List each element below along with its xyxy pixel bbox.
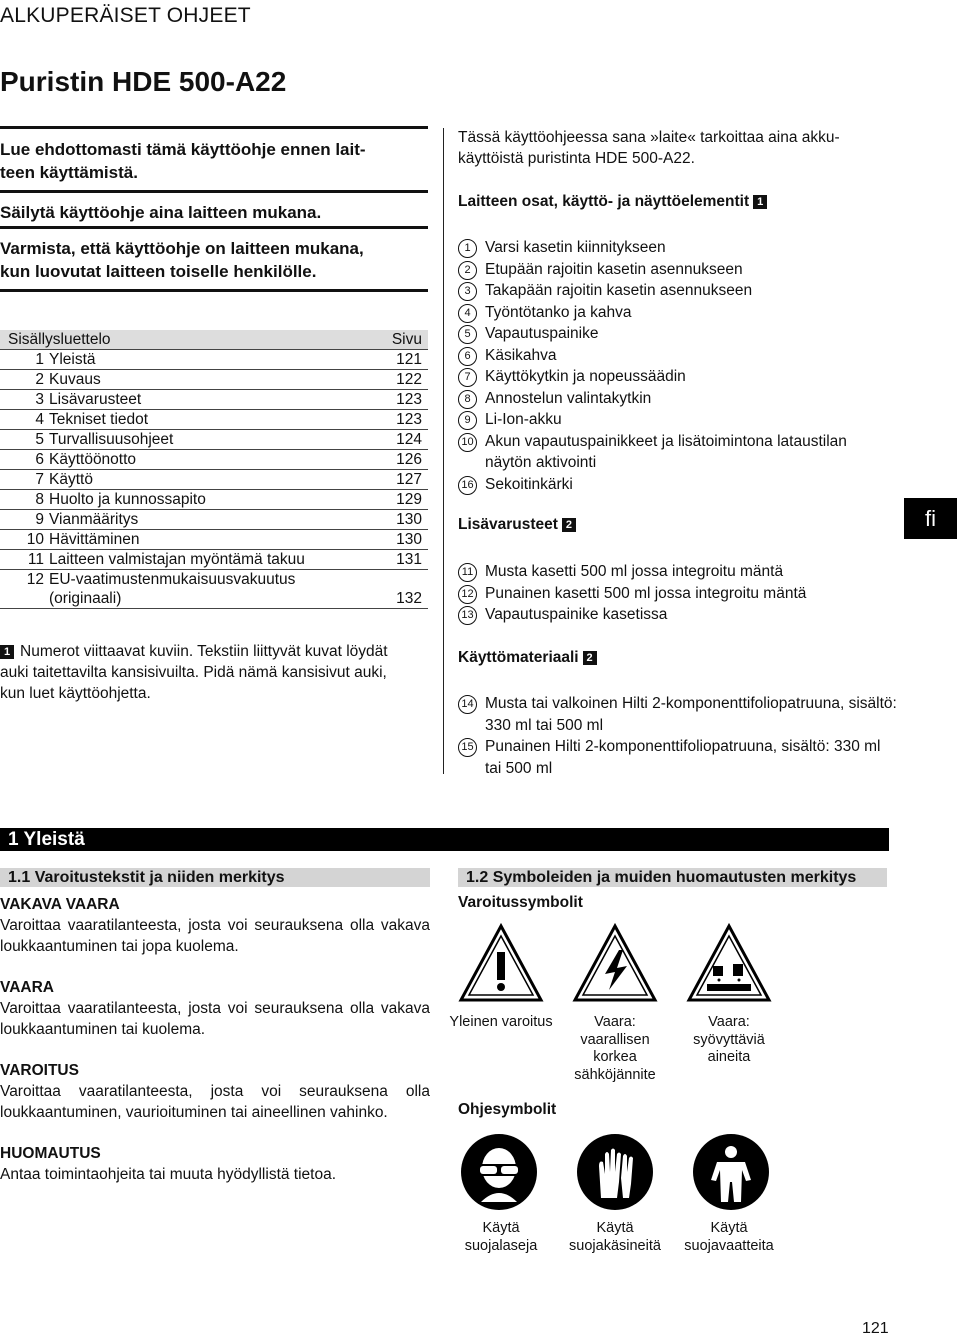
list-item <box>458 323 888 345</box>
intro-handover <box>0 237 364 283</box>
warning-level-text: Varoittaa vaaratilanteesta, josta voi seurauksena olla loukkaantuminen, vaurioituminen tai aineellinen vahinko. <box>0 1083 430 1121</box>
list-item <box>458 604 888 626</box>
symbol-caption: Käytä suojavaatteita <box>684 1220 774 1254</box>
warning-level <box>0 977 430 1040</box>
toc-label: EU-vaatimustenmukaisuusvakuutus <box>49 571 296 588</box>
list-item-text: Käyttökytkin ja nopeussäädin <box>485 368 686 385</box>
toc-number: 1 <box>35 351 44 368</box>
toc-label: Laitteen valmistajan myöntämä takuu <box>49 551 305 568</box>
table-of-contents <box>0 330 428 609</box>
list-item-text: Vapautuspainike kasetissa <box>485 606 668 623</box>
toc-number: 2 <box>35 371 44 388</box>
list-item <box>458 237 888 259</box>
list-item-text: Musta tai valkoinen Hilti 2-komponenttifoliopatruuna, sisältö: 330 ml tai 500 ml <box>485 695 897 734</box>
warning-symbols-heading: Varoitussymbolit <box>458 894 583 911</box>
toc-page: 123 <box>396 391 422 408</box>
accessories-list <box>458 561 888 626</box>
figure-badge: 1 <box>753 195 767 209</box>
toc-label: (originaali) <box>49 590 122 607</box>
symbol-caption: Yleinen varoitus <box>449 1014 553 1030</box>
toc-number: 12 <box>26 571 44 588</box>
list-item-text: Annostelun valintakytkin <box>485 389 652 407</box>
note-line: kun luet käyttöohjetta. <box>0 685 151 702</box>
list-item-text: Vapautuspainike <box>485 325 599 342</box>
warning-level <box>0 1060 430 1123</box>
list-item-text: Sekoitinkärki <box>485 475 573 493</box>
toc-row <box>0 390 428 410</box>
section-title: 1 Yleistä <box>0 828 889 851</box>
list-item-text: Varsi kasetin kiinnitykseen <box>485 239 666 256</box>
toc-page: 131 <box>396 551 422 568</box>
toc-row <box>0 490 428 510</box>
toc-page: 122 <box>396 371 422 388</box>
toc-page: 121 <box>396 351 422 368</box>
subsection-title: 1.2 Symboleiden ja muiden huomautusten merkitys <box>458 868 887 887</box>
toc-rows <box>0 350 428 609</box>
toc-number: 11 <box>27 551 44 568</box>
general-warning-icon <box>461 926 541 1000</box>
toc-number: 7 <box>35 471 44 488</box>
callout-number: 10 <box>458 433 477 452</box>
callout-number: 3 <box>458 282 477 301</box>
list-item <box>458 561 888 583</box>
toc-page-heading: Sivu <box>391 331 422 348</box>
list-item-text: Punainen Hilti 2-komponenttifoliopatruuna, sisältö: 330 ml tai 500 ml <box>485 738 881 777</box>
intro-line: Varmista, että käyttöohje on laitteen mukana, <box>0 239 364 258</box>
toc-number: 8 <box>35 491 44 508</box>
toc-label: Tekniset tiedot <box>49 411 149 428</box>
list-item <box>458 409 888 431</box>
order-symbols <box>459 1132 805 1212</box>
toc-row <box>0 450 428 470</box>
toc-label: Turvallisuusohjeet <box>49 431 174 448</box>
divider <box>0 289 428 292</box>
corrosive-icon <box>689 926 769 1000</box>
warning-level-heading: HUOMAUTUS <box>0 1145 101 1162</box>
page-title: Puristin HDE 500-A22 <box>0 66 287 97</box>
toc-number: 6 <box>35 451 44 468</box>
list-item-text: Punainen kasetti 500 ml jossa integroitu mäntä <box>485 584 807 602</box>
toc-label: Huolto ja kunnossapito <box>49 491 206 508</box>
callout-number: 13 <box>458 606 477 625</box>
intro-line: Lue ehdottomasti tämä käyttöohje ennen lait- <box>0 140 366 159</box>
callout-number: 1 <box>458 239 477 258</box>
list-item <box>458 736 898 779</box>
safety-glasses-icon <box>461 1134 537 1210</box>
toc-number <box>0 589 49 608</box>
divider <box>0 126 428 129</box>
figure-badge: 2 <box>583 651 597 665</box>
column-divider <box>443 128 444 774</box>
toc-label: Hävittäminen <box>49 531 140 548</box>
toc-page: 124 <box>396 431 422 448</box>
symbol-caption: Vaara: vaarallisen korkea sähköjännite <box>574 1014 656 1083</box>
toc-number: 9 <box>35 511 44 528</box>
toc-page: 127 <box>396 471 422 488</box>
toc-row <box>0 370 428 390</box>
page-number: 121 <box>862 1320 889 1337</box>
protective-clothing-icon <box>693 1134 769 1210</box>
callout-number: 9 <box>458 411 477 430</box>
toc-row <box>0 589 428 609</box>
figure-badge: 2 <box>562 518 576 532</box>
list-item <box>458 280 888 302</box>
callout-number: 5 <box>458 325 477 344</box>
list-item <box>458 583 888 605</box>
toc-page: 130 <box>396 531 422 548</box>
toc-label: Kuvaus <box>49 371 101 388</box>
materials-heading: Käyttömateriaali 2 <box>458 649 597 667</box>
list-item <box>458 693 898 736</box>
toc-row <box>0 410 428 430</box>
toc-page: 123 <box>396 411 422 428</box>
toc-heading: Sisällysluettelo <box>8 331 111 348</box>
subsection-title: 1.1 Varoitustekstit ja niiden merkitys <box>0 868 430 887</box>
divider <box>0 226 428 229</box>
toc-page <box>382 570 428 589</box>
warning-levels <box>0 894 430 1205</box>
intro-line: teen käyttämistä. <box>0 163 138 182</box>
toc-label: Vianmääritys <box>49 511 139 528</box>
intro-keep: Säilytä käyttöohje aina laitteen mukana. <box>0 203 322 222</box>
toc-page: 130 <box>396 511 422 528</box>
figure-badge: 1 <box>0 645 14 659</box>
warning-symbols <box>457 922 805 1004</box>
toc-row <box>0 430 428 450</box>
callout-number: 15 <box>458 738 477 757</box>
list-item-text: Musta kasetti 500 ml jossa integroitu mäntä <box>485 563 784 580</box>
toc-page: 126 <box>396 451 422 468</box>
toc-label: Käyttö <box>49 471 93 488</box>
callout-number: 8 <box>458 390 477 409</box>
definition-line: käyttöistä puristinta HDE 500-A22. <box>458 150 695 167</box>
callout-number: 2 <box>458 261 477 280</box>
definition-line: Tässä käyttöohjeessa sana »laite« tarkoittaa aina akku- <box>458 129 840 146</box>
toc-row <box>0 530 428 550</box>
accessories-heading: Lisävarusteet 2 <box>458 516 576 534</box>
warning-level-heading: VAROITUS <box>0 1062 79 1079</box>
warning-level-text: Varoittaa vaaratilanteesta, josta voi seurauksena olla vakava loukkaantuminen tai jopa kuolema. <box>0 917 430 955</box>
callout-number: 4 <box>458 304 477 323</box>
materials-list <box>458 693 898 779</box>
toc-row <box>0 470 428 490</box>
toc-row <box>0 570 428 589</box>
callout-number: 11 <box>458 563 477 582</box>
toc-label: Yleistä <box>49 351 96 368</box>
symbol-caption: Käytä suojalaseja <box>464 1220 538 1254</box>
list-item <box>458 431 888 474</box>
warning-level <box>0 894 430 957</box>
callout-number: 7 <box>458 368 477 387</box>
list-item-text: Takapään rajoitin kasetin asennukseen <box>485 282 753 299</box>
toc-row <box>0 510 428 530</box>
warning-level-heading: VAARA <box>0 979 54 996</box>
toc-page: 129 <box>396 491 422 508</box>
toc-row <box>0 350 428 370</box>
callout-number: 14 <box>458 695 477 714</box>
warning-level-text: Varoittaa vaaratilanteesta, josta voi seurauksena olla vakava loukkaantuminen tai kuolema. <box>0 1000 430 1038</box>
toc-label: Käyttöönotto <box>49 451 137 468</box>
document-header: ALKUPERÄISET OHJEET <box>0 4 251 27</box>
high-voltage-icon <box>575 926 655 1000</box>
warning-level <box>0 1143 430 1185</box>
list-item-text: Etupään rajoitin kasetin asennukseen <box>485 260 743 278</box>
toc-label: Lisävarusteet <box>49 391 142 408</box>
callout-number: 16 <box>458 476 477 495</box>
toc-number: 4 <box>35 411 44 428</box>
list-item <box>458 259 888 281</box>
device-definition <box>458 127 898 169</box>
list-item <box>458 474 888 496</box>
list-item-text: Käsikahva <box>485 346 557 364</box>
list-item-text: Työntötanko ja kahva <box>485 303 632 321</box>
list-item-text: Akun vapautuspainikkeet ja lisätoimintona lataustilan näytön aktivointi <box>485 432 847 471</box>
list-item <box>458 366 888 388</box>
order-symbol-captions <box>446 1220 794 1255</box>
parts-heading: Laitteen osat, käyttö- ja näyttöelementit 1 <box>458 193 767 211</box>
list-item <box>458 302 888 324</box>
divider <box>0 190 428 193</box>
intro-read-first <box>0 138 430 184</box>
order-symbols-heading: Ohjesymbolit <box>458 1101 557 1118</box>
note-line: 1 Numerot viittaavat kuviin. Tekstiin liittyvät kuvat löydät <box>0 641 432 662</box>
toc-number: 10 <box>26 531 44 548</box>
warning-level-heading: VAKAVA VAARA <box>0 896 120 913</box>
warning-level-text: Antaa toimintaohjeita tai muuta hyödyllistä tietoa. <box>0 1166 337 1183</box>
figure-note <box>0 641 432 704</box>
symbol-caption: Käytä suojakäsineitä <box>569 1220 661 1254</box>
list-item <box>458 345 888 367</box>
note-line: auki taitettavilta kansisivuilta. Pidä nämä kansisivut auki, <box>0 664 387 681</box>
toc-page: 132 <box>396 590 422 607</box>
parts-list <box>458 237 888 495</box>
toc-number: 5 <box>35 431 44 448</box>
toc-row <box>0 550 428 570</box>
symbol-caption: Vaara: syövyttäviä aineita <box>693 1014 765 1065</box>
list-item <box>458 388 888 410</box>
toc-number: 3 <box>35 391 44 408</box>
list-item-text: Li-Ion-akku <box>485 411 562 428</box>
language-tab: fi <box>904 498 957 539</box>
gloves-icon <box>577 1134 653 1210</box>
callout-number: 6 <box>458 347 477 366</box>
intro-line: kun luovutat laitteen toiselle henkilölle. <box>0 262 317 281</box>
warning-symbol-captions <box>446 1014 794 1084</box>
callout-number: 12 <box>458 585 477 604</box>
